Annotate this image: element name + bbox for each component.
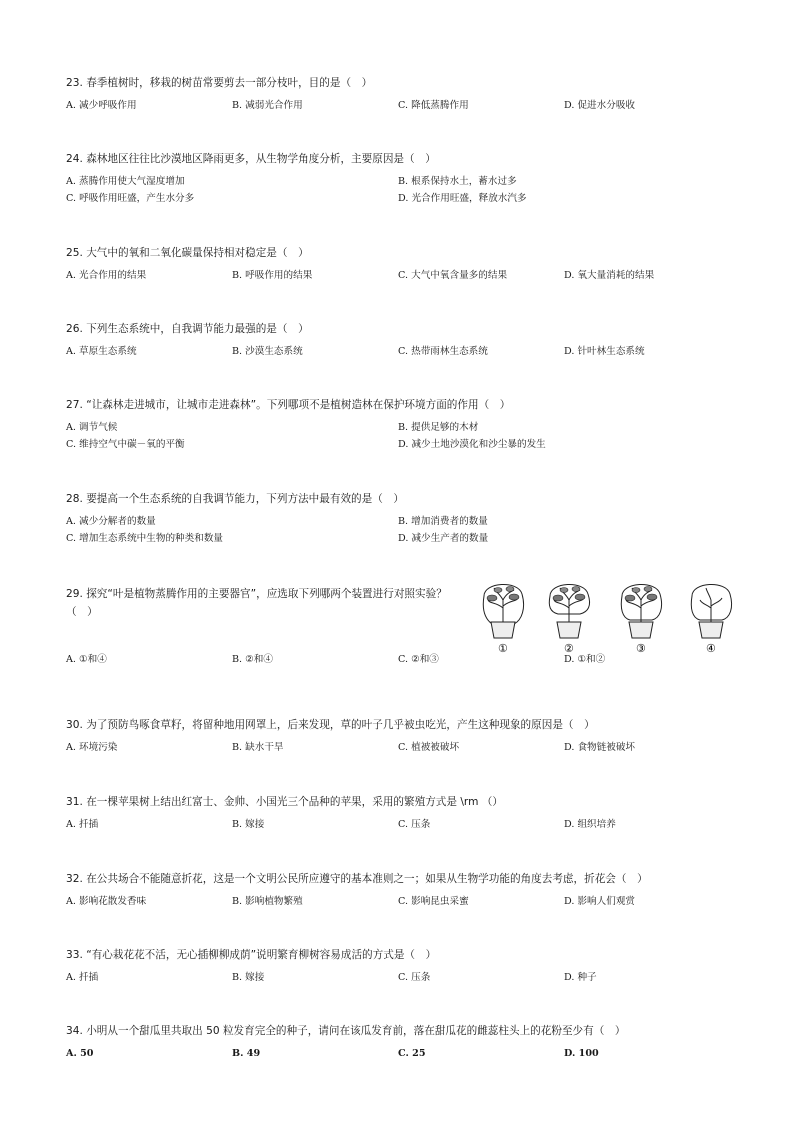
option-a[interactable]: A. ①和④ [66,654,107,665]
question-23 [66,75,746,114]
option-a[interactable]: A. 影响花散发香味 [66,896,147,907]
options [66,343,746,360]
option-d[interactable]: D. 种子 [564,972,597,983]
apparatus-4 [691,584,731,638]
option-a[interactable]: A. 调节气候 [66,422,118,433]
option-c[interactable]: C. 降低蒸腾作用 [398,100,469,111]
question-stem: 29. 探究“叶是植物蒸腾作用的主要器官”，应选取下列哪两个装置进行对照实验？（ ） [66,588,447,618]
option-a[interactable]: A. 减少呼吸作用 [66,100,137,111]
option-a[interactable]: A. 环境污染 [66,742,118,753]
option-d[interactable]: D. 组织培养 [564,819,616,830]
question-28 [66,491,746,547]
option-c[interactable]: C. 压条 [398,972,431,983]
question-25 [66,245,746,284]
apparatus-label-3: ③ [636,642,646,655]
option-b[interactable]: B. 根系保持水土，蓄水过多 [398,176,517,187]
question-stem: 33. “有心栽花花不活，无心插柳柳成荫”说明繁育柳树容易成活的方式是（ ） [66,949,437,961]
question-stem: 28. 要提高一个生态系统的自我调节能力，下列方法中最有效的是（ ） [66,493,405,505]
option-b[interactable]: B. 嫁接 [232,819,265,830]
question-33 [66,947,746,986]
option-a[interactable]: A. 草原生态系统 [66,346,137,357]
apparatus-label-4: ④ [706,642,716,655]
option-c[interactable]: C. 压条 [398,819,431,830]
options [66,969,746,986]
options [66,513,746,547]
option-d[interactable]: D. 减少生产者的数量 [398,533,489,544]
option-b[interactable]: B. 提供足够的木材 [398,422,479,433]
question-30 [66,717,746,756]
option-b[interactable]: B. 沙漠生态系统 [232,346,303,357]
option-c[interactable]: C. ②和③ [398,654,439,665]
option-d[interactable]: D. 影响人们观赏 [564,896,636,907]
question-stem: 31. 在一棵苹果树上结出红富士、金帅、小国光三个品种的苹果，采用的繁殖方式是 \rm （） [66,796,503,808]
options [66,1045,746,1062]
options [66,173,746,207]
option-a[interactable]: A. 50 [66,1048,94,1059]
option-b[interactable]: B. 影响植物繁殖 [232,896,303,907]
apparatus-label-2: ② [564,642,574,655]
option-a[interactable]: A. 蒸腾作用使大气湿度增加 [66,176,185,187]
question-34 [66,1023,746,1062]
option-d[interactable]: D. ①和② [564,654,606,665]
options [66,419,746,453]
option-c[interactable]: C. 大气中氧含量多的结果 [398,270,508,281]
question-stem: 26. 下列生态系统中，自我调节能力最强的是（ ） [66,323,309,335]
option-b[interactable]: B. 减弱光合作用 [232,100,303,111]
option-c[interactable]: C. 呼吸作用旺盛，产生水分多 [66,193,195,204]
option-d[interactable]: D. 减少土地沙漠化和沙尘暴的发生 [398,439,546,450]
question-stem: 25. 大气中的氧和二氧化碳量保持相对稳定是（ ） [66,247,309,259]
question-26 [66,321,746,360]
option-b[interactable]: B. 缺水干旱 [232,742,284,753]
question-stem: 27. “让森林走进城市，让城市走进森林”。下列哪项不是植树造林在保护环境方面的作用（ ） [66,399,511,411]
question-24 [66,151,746,207]
apparatus-svg [478,578,748,656]
option-d[interactable]: D. 光合作用旺盛，释放水汽多 [398,193,527,204]
apparatus-1 [483,584,523,638]
apparatus-label-1: ① [498,642,508,655]
option-c[interactable]: C. 植被被破坏 [398,742,460,753]
apparatus-2 [549,584,589,638]
option-d[interactable]: D. 氧大量消耗的结果 [564,270,655,281]
option-c[interactable]: C. 热带雨林生态系统 [398,346,488,357]
question-stem: 24. 森林地区往往比沙漠地区降雨更多，从生物学角度分析，主要原因是（ ） [66,153,436,165]
question-27 [66,397,746,453]
question-stem: 23. 春季植树时，移栽的树苗常要剪去一部分枝叶，目的是（ ） [66,77,373,89]
option-a[interactable]: A. 扦插 [66,819,99,830]
options [66,97,746,114]
option-a[interactable]: A. 减少分解者的数量 [66,516,156,527]
question-stem: 32. 在公共场合不能随意折花，这是一个文明公民所应遵守的基本准则之一；如果从生物学功能的角度去考虑，折花会（ ） [66,873,648,885]
options [66,893,746,910]
question-stem: 34. 小明从一个甜瓜里共取出 50 粒发育完全的种子，请问在该瓜发育前，落在甜瓜花的雌蕊柱头上的花粉至少有（ ） [66,1025,626,1037]
option-d[interactable]: D. 100 [564,1048,599,1059]
option-c[interactable]: C. 维持空气中碳－氧的平衡 [66,439,185,450]
question-32 [66,871,746,910]
option-d[interactable]: D. 针叶林生态系统 [564,346,645,357]
option-b[interactable]: B. 嫁接 [232,972,265,983]
option-d[interactable]: D. 促进水分吸收 [564,100,636,111]
option-b[interactable]: B. 呼吸作用的结果 [232,270,313,281]
question-31 [66,794,746,833]
transpiration-apparatus-figure [478,578,748,656]
option-d[interactable]: D. 食物链被破坏 [564,742,636,753]
options [66,739,746,756]
options [66,267,746,284]
question-stem: 30. 为了预防鸟啄食草籽，将留种地用网罩上，后来发现，草的叶子几乎被虫吃光，产生这种现象的原因是（ ） [66,719,595,731]
option-c[interactable]: C. 影响昆虫采蜜 [398,896,469,907]
option-c[interactable]: C. 25 [398,1048,426,1059]
option-a[interactable]: A. 光合作用的结果 [66,270,147,281]
option-c[interactable]: C. 增加生态系统中生物的种类和数量 [66,533,224,544]
options [66,816,746,833]
option-b[interactable]: B. 增加消费者的数量 [398,516,488,527]
option-b[interactable]: B. ②和④ [232,654,273,665]
option-b[interactable]: B. 49 [232,1048,261,1059]
apparatus-3 [621,584,661,638]
option-a[interactable]: A. 扦插 [66,972,99,983]
